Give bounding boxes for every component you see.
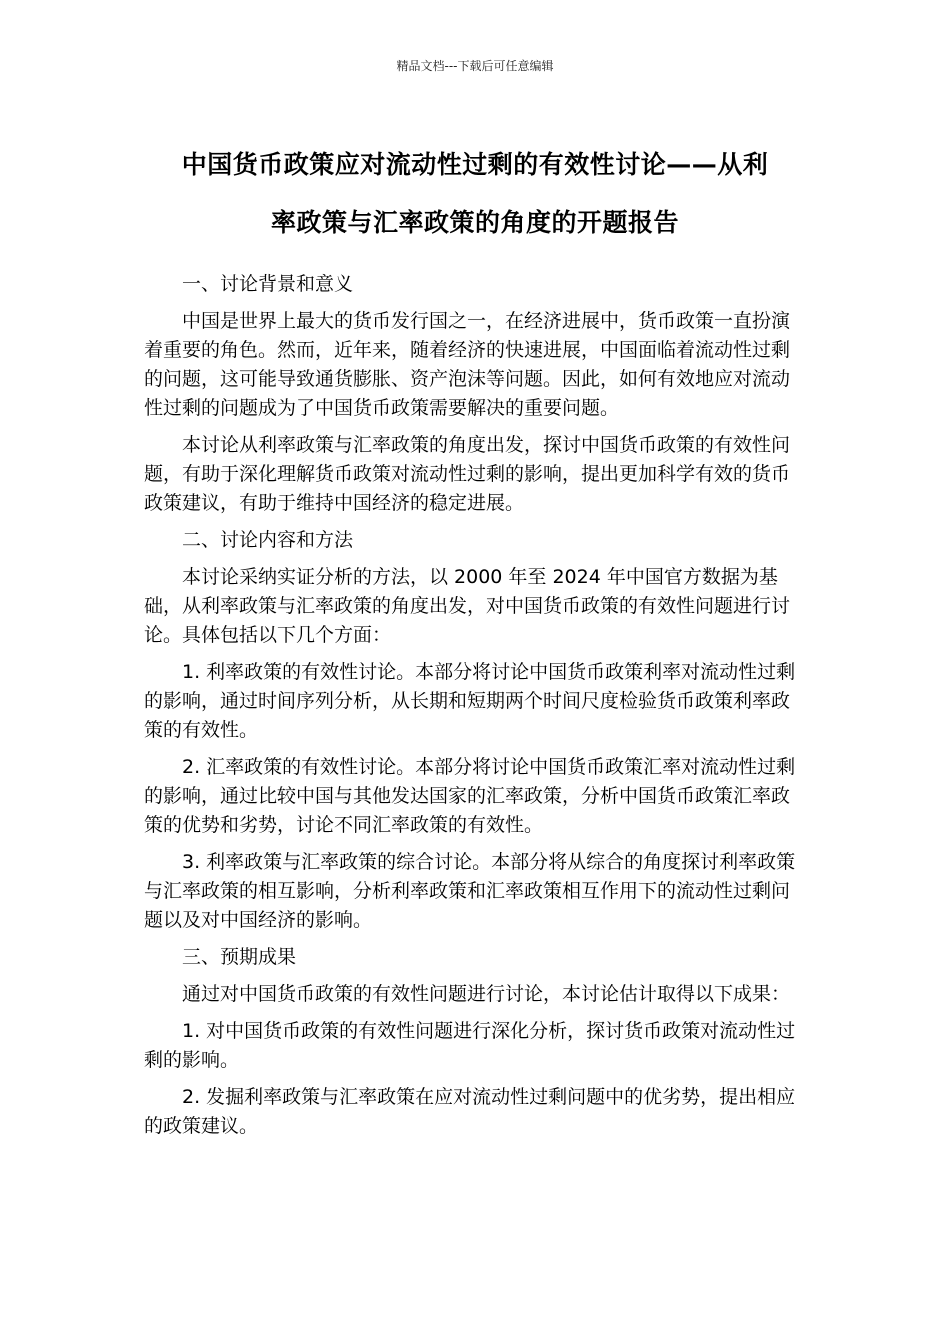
title-line: 中国货币政策应对流动性过剩的有效性讨论——从利	[181, 150, 769, 179]
list-item: 2. 汇率政策的有效性讨论。本部分将讨论中国货币政策汇率对流动性过剩的影响，通过比较中国与其他发达国家的汇率政策，分析中国货币政策汇率政策的优势和劣势，讨论不同汇率政策的有效性。	[144, 756, 796, 836]
paragraph: 通过对中国货币政策的有效性问题进行讨论，本讨论估计取得以下成果：	[182, 983, 791, 1005]
paragraph: 本讨论采纳实证分析的方法，以 2000 年至 2024 年中国官方数据为基础，从利率政策与汇率政策的角度出发，对中国货币政策的有效性问题进行讨论。具体包括以下几个方面：	[144, 566, 791, 646]
document-body	[144, 270, 804, 1149]
section-heading-expected-results: 三、预期成果	[182, 946, 297, 968]
list-item: 3. 利率政策与汇率政策的综合讨论。本部分将从综合的角度探讨利率政策与汇率政策的相互影响，分析利率政策和汇率政策相互作用下的流动性过剩问题以及对中国经济的影响。	[144, 851, 796, 931]
section-heading-content-methods: 二、讨论内容和方法	[182, 529, 354, 551]
list-item: 1. 对中国货币政策的有效性问题进行深化分析，探讨货币政策对流动性过剩的影响。	[144, 1020, 796, 1071]
section-heading-background: 一、讨论背景和意义	[182, 273, 354, 295]
page-header: 精品文档---下载后可任意编辑	[396, 59, 554, 73]
paragraph: 中国是世界上最大的货币发行国之一，在经济进展中，货币政策一直扮演着重要的角色。然而，近年来，随着经济的快速进展，中国面临着流动性过剩的问题，这可能导致通货膨胀、资产泡沫等问题。因此，如何有效地应对流动性过剩的问题成为了中国货币政策需要解决的重要问题。	[144, 310, 791, 419]
document-title	[140, 136, 810, 252]
paragraph: 本讨论从利率政策与汇率政策的角度出发，探讨中国货币政策的有效性问题，有助于深化理解货币政策对流动性过剩的影响，提出更加科学有效的货币政策建议，有助于维持中国经济的稳定进展。	[144, 434, 791, 514]
list-item: 1. 利率政策的有效性讨论。本部分将讨论中国货币政策利率对流动性过剩的影响，通过时间序列分析，从长期和短期两个时间尺度检验货币政策利率政策的有效性。	[144, 661, 796, 741]
title-line: 率政策与汇率政策的角度的开题报告	[270, 208, 679, 237]
list-item: 2. 发掘利率政策与汇率政策在应对流动性过剩问题中的优劣势，提出相应的政策建议。	[144, 1086, 796, 1137]
